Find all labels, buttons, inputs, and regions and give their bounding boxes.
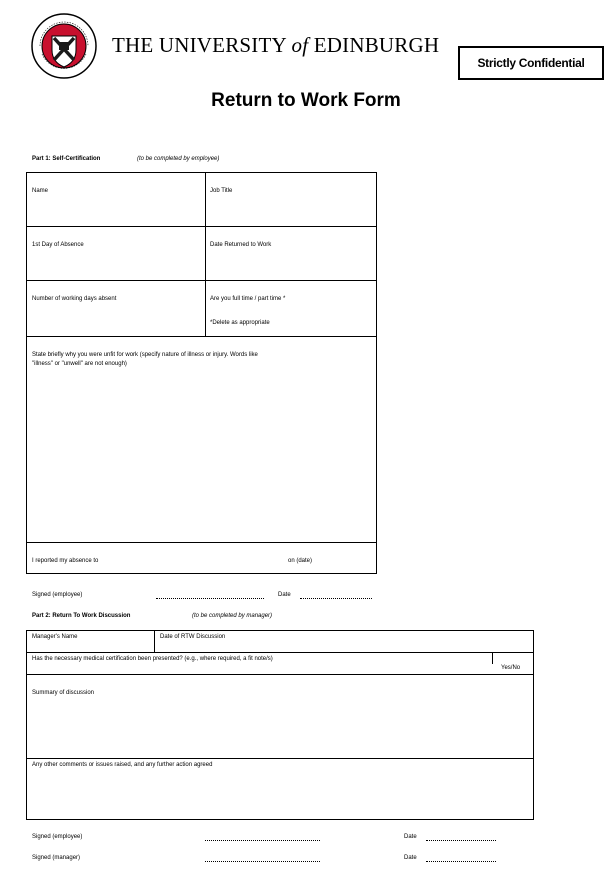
reason-instructions-line2: "illness" or "unwell" are not enough) — [32, 361, 127, 367]
part2-manager-signature-line[interactable] — [205, 861, 320, 862]
date-returned-field[interactable]: Date Returned to Work — [210, 242, 272, 248]
form-title: Return to Work Form — [211, 90, 401, 111]
part1-signature-line[interactable] — [156, 598, 264, 599]
name-field[interactable]: Name — [32, 188, 49, 194]
reported-on-date-field[interactable]: on (date) — [288, 558, 313, 564]
yes-no-field[interactable]: Yes/No — [501, 665, 521, 671]
full-part-time-field[interactable]: Are you full time / part time * — [210, 296, 286, 302]
part1-heading: Part 1: Self-Certification — [32, 156, 101, 162]
university-name: THE UNIVERSITY of EDINBURGH — [112, 33, 440, 57]
reported-absence-to-field[interactable]: I reported my absence to — [32, 558, 99, 564]
part2-note: (to be completed by manager) — [192, 613, 273, 619]
confidential-badge: Strictly Confidential — [458, 46, 604, 80]
part2-employee-date-line[interactable] — [426, 840, 496, 841]
delete-note: *Delete as appropriate — [210, 320, 270, 326]
summary-of-discussion-field[interactable]: Summary of discussion — [32, 690, 95, 696]
part1-date-line[interactable] — [300, 598, 372, 599]
part2-manager-date-label: Date — [404, 855, 417, 861]
reason-textarea[interactable] — [27, 370, 376, 540]
part2-heading: Part 2: Return To Work Discussion — [32, 613, 131, 619]
part2-employee-date-label: Date — [404, 834, 417, 840]
rtw-discussion-date-field[interactable]: Date of RTW Discussion — [160, 634, 226, 640]
part2-signed-manager-label: Signed (manager) — [32, 855, 81, 861]
first-day-absence-field[interactable]: 1st Day of Absence — [32, 242, 84, 248]
part2-employee-signature-line[interactable] — [205, 840, 320, 841]
part1-signed-employee-label: Signed (employee) — [32, 592, 83, 598]
reason-instructions-line1: State briefly why you were unfit for work (specify nature of illness or injury. Words like — [32, 352, 258, 358]
manager-name-field[interactable]: Manager's Name — [32, 634, 78, 640]
part1-note: (to be completed by employee) — [137, 156, 220, 162]
university-crest-logo — [30, 12, 98, 80]
working-days-absent-field[interactable]: Number of working days absent — [32, 296, 117, 302]
part2-signed-employee-label: Signed (employee) — [32, 834, 83, 840]
other-comments-field[interactable]: Any other comments or issues raised, and any further action agreed — [32, 762, 213, 768]
part2-manager-date-line[interactable] — [426, 861, 496, 862]
job-title-field[interactable]: Job Title — [210, 188, 233, 194]
part1-date-label: Date — [278, 592, 291, 598]
medical-certification-question: Has the necessary medical certification been presented? (e.g., where required, a fit note/s) — [32, 656, 273, 662]
